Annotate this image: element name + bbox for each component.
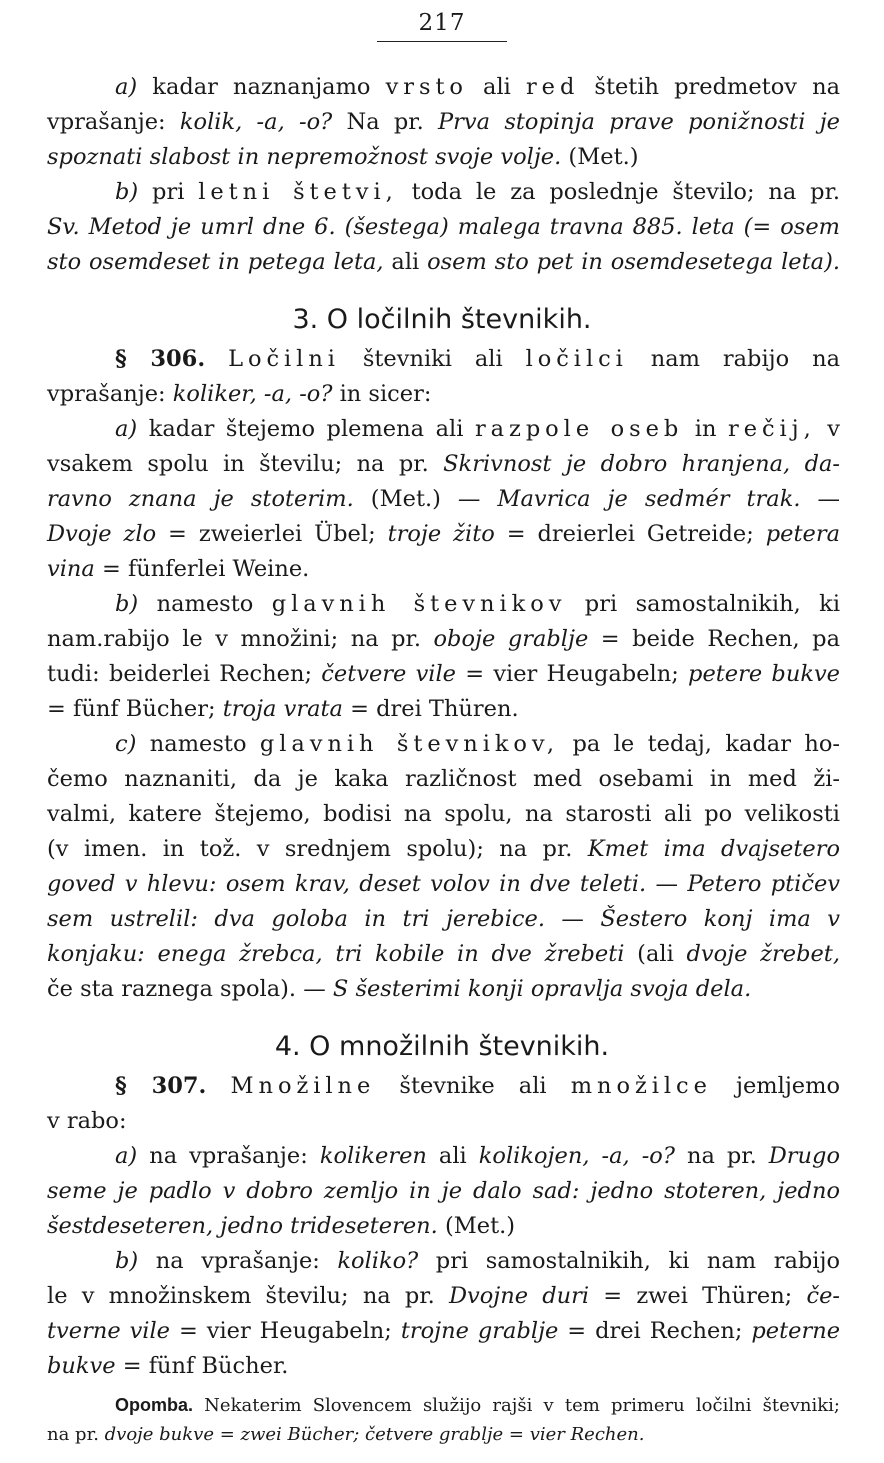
text-line: vsakem spolu in številu; na pr. Skrivnost je dobro hranjena, da- (47, 451, 841, 477)
text-line: konjaku: enega žrebca, tri kobile in dve žrebeti (ali dvoje žrebet, (47, 941, 840, 967)
text-line: čemo naznaniti, da je kaka različnost med osebami in med ži- (47, 766, 840, 792)
text-line: = fünf Bücher; troja vrata = drei Thüren. (47, 696, 519, 722)
text-line: b) na vprašanje: koliko? pri samostalnikih, ki nam rabijo (115, 1248, 840, 1274)
footnote-line: Opomba. Nekaterim Slovencem služijo rajši v tem primeru ločilni števniki; (115, 1395, 840, 1416)
paragraph-mark: § 307. (115, 1073, 207, 1099)
text-line: bukve = fünf Bücher. (47, 1353, 289, 1379)
text-line: nam.rabijo le v množini; na pr. oboje grablje = beide Rechen, pa (47, 626, 840, 652)
text-line: (v imen. in tož. v srednjem spolu); na pr. Kmet ima dvajsetero (47, 836, 841, 862)
text-line: tverne vile = vier Heugabeln; trojne grablje = drei Rechen; peterne (47, 1318, 841, 1344)
text-line: sem ustrelil: dva goloba in tri jerebice. — Šestero konj ima v (47, 906, 840, 932)
text-line: Dvoje zlo = zweierlei Übel; troje žito = dreierlei Getreide; petera (47, 521, 840, 547)
section-heading: 4. O množilnih števnikih. (274, 1031, 610, 1062)
text-line: seme je padlo v dobro zemljo in je dalo sad: jedno stoteren, jedno (47, 1178, 840, 1204)
text-line: § 307. Množilne števnike ali množilce jemljemo (115, 1073, 841, 1099)
text-line: šestdeseteren, jedno trideseteren. (Met.) (47, 1213, 516, 1239)
text-line: a) kadar štejemo plemena ali razpole oseb in rečij, v (115, 416, 840, 442)
text-line: § 306. Ločilni števniki ali ločilci nam rabijo na (115, 346, 840, 372)
text-line: v rabo: (47, 1108, 127, 1134)
header-rule (377, 41, 507, 42)
page-number: 217 (418, 10, 466, 36)
footnote-line: na pr. dvoje bukve = zwei Bücher; četvere grablje = vier Rechen. (47, 1424, 645, 1445)
text-line: tudi: beiderlei Rechen; četvere vile = vier Heugabeln; petere bukve (47, 661, 840, 687)
note-label: Opomba. (115, 1395, 194, 1415)
text-line: le v množinskem številu; na pr. Dvojne duri = zwei Thüren; če- (47, 1283, 840, 1309)
text-line: b) pri letni štetvi, toda le za poslednje število; na pr. (115, 179, 840, 205)
text-line: vprašanje: koliker, -a, -o? in sicer: (47, 381, 432, 407)
text-line: vina = fünferlei Weine. (47, 556, 310, 582)
text-line: spoznati slabost in nepremožnost svoje volje. (Met.) (47, 144, 639, 170)
section-heading: 3. O ločilnih števnikih. (292, 304, 592, 335)
text-line: vprašanje: kolik, -a, -o? Na pr. Prva stopinja prave ponižnosti je (47, 109, 840, 135)
text-line: če sta raznega spola). — S šesterimi konji opravlja svoja dela. (47, 976, 752, 1002)
paragraph-mark: § 306. (115, 346, 206, 372)
text-line: valmi, katere štejemo, bodisi na spolu, na starosti ali po velikosti (47, 801, 840, 827)
text-line: a) kadar naznanjamo vrsto ali red štetih predmetov na (115, 74, 840, 100)
text-line: Sv. Metod je umrl dne 6. (šestega) malega travna 885. leta (= osem (47, 214, 840, 240)
text-line: ravno znana je stoterim. (Met.) — Mavrica je sedmér trak. — (47, 486, 841, 512)
text-line: a) na vprašanje: kolikeren ali kolikojen, -a, -o? na pr. Drugo (115, 1143, 841, 1169)
text-line: sto osemdeset in petega leta, ali osem sto pet in osemdesetega leta). (47, 249, 841, 275)
text-line: c) namesto glavnih števnikov, pa le tedaj, kadar ho- (115, 731, 841, 757)
text-line: b) namesto glavnih števnikov pri samostalnikih, ki (115, 591, 841, 617)
text-line: goved v hlevu: osem krav, deset volov in dve teleti. — Petero ptičev (47, 871, 840, 897)
